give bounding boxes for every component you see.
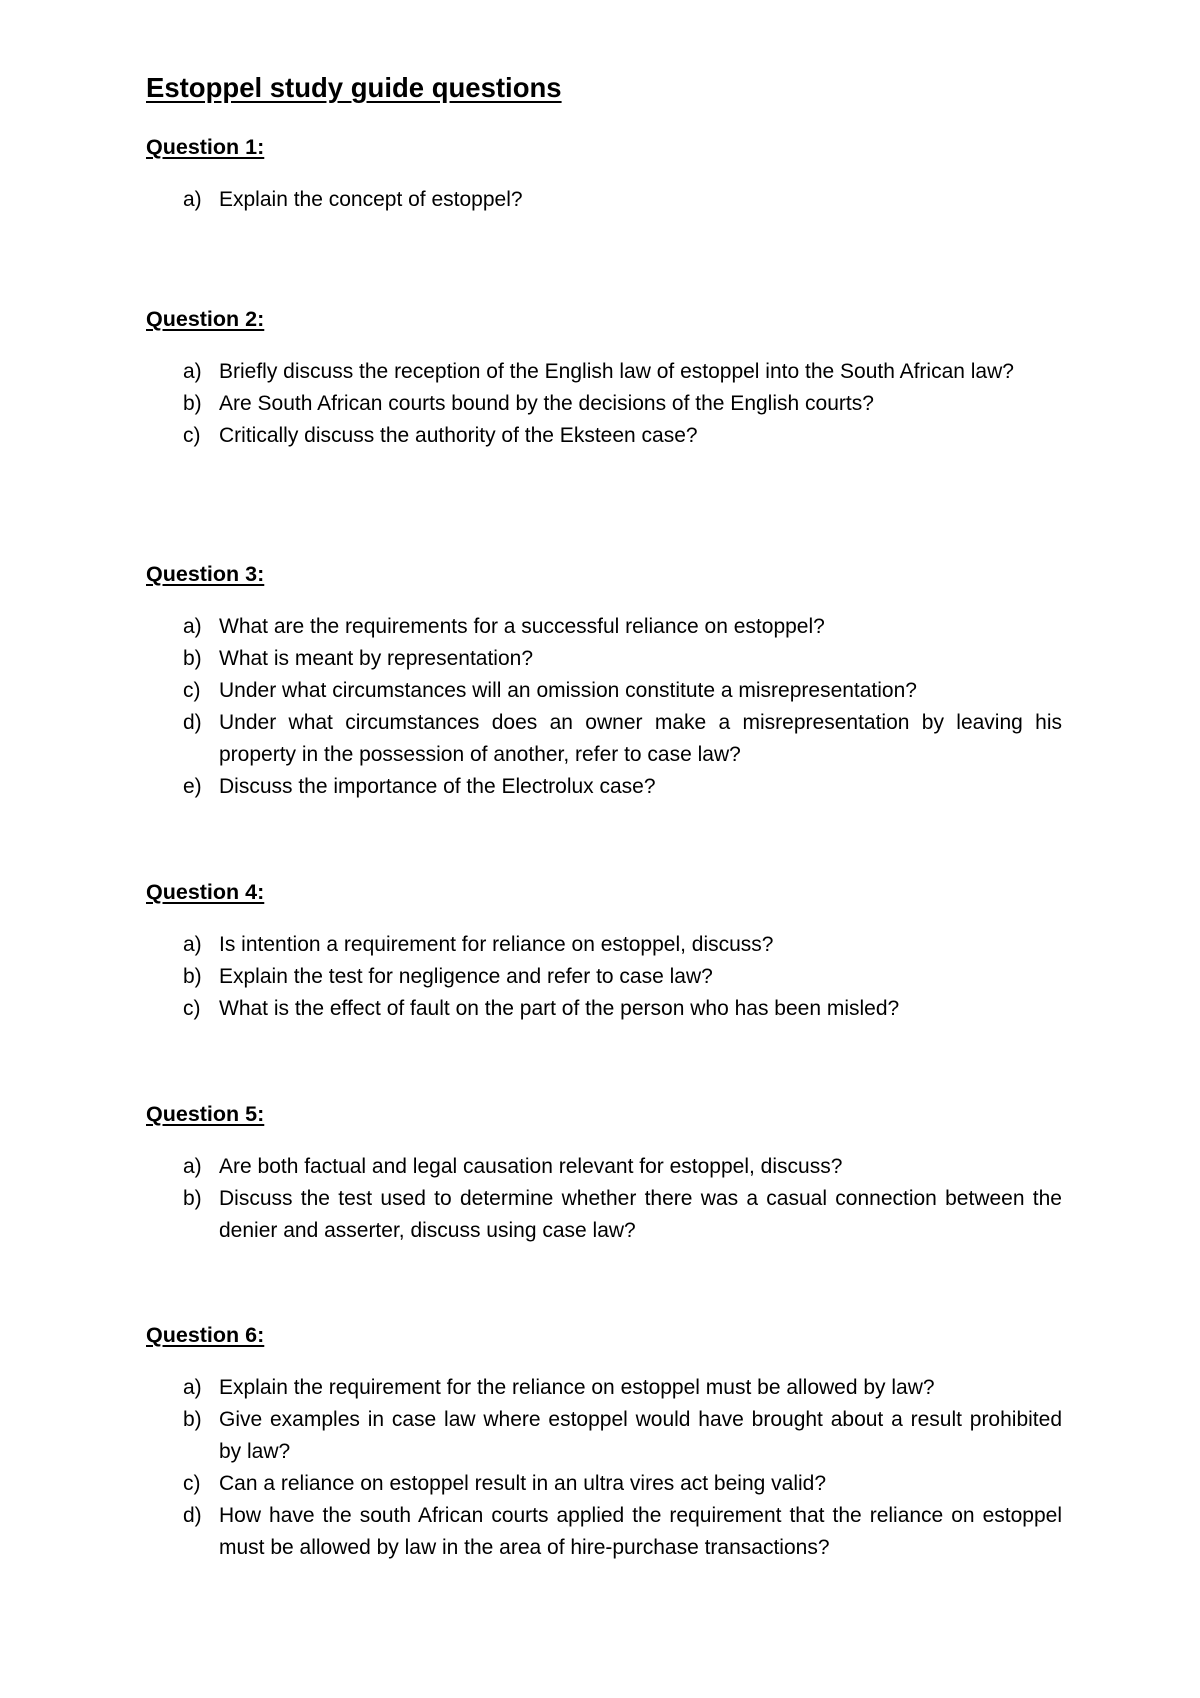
- item-marker: d): [183, 1504, 202, 1527]
- question-items: [146, 1372, 1062, 1564]
- item-marker: c): [183, 424, 201, 447]
- question-heading: Question 6:: [146, 1323, 265, 1347]
- item-marker: d): [183, 711, 202, 734]
- item-text: Explain the concept of estoppel?: [219, 188, 523, 211]
- item-marker: a): [183, 933, 202, 956]
- question-1: [146, 132, 1062, 216]
- question-4: [146, 877, 1062, 1025]
- question-5: [146, 1099, 1062, 1247]
- item-marker: b): [183, 647, 202, 670]
- item-text: Under what circumstances does an owner make a misrepresentation by leaving his property in the possession of another, refer to case law?: [219, 711, 1062, 766]
- question-item: [146, 993, 1062, 1025]
- item-marker: a): [183, 1155, 202, 1178]
- question-item: [146, 1372, 1062, 1404]
- item-text: How have the south African courts applied the requirement that the reliance on estoppel must be allowed by law in the area of hire-purchase transactions?: [219, 1504, 1062, 1559]
- item-text: Discuss the importance of the Electrolux case?: [219, 775, 656, 798]
- question-6: [146, 1320, 1062, 1564]
- question-item: [146, 1468, 1062, 1500]
- question-item: [146, 184, 1062, 216]
- item-text: Explain the requirement for the reliance on estoppel must be allowed by law?: [219, 1376, 935, 1399]
- question-item: [146, 1404, 1062, 1468]
- document-title: Estoppel study guide questions: [146, 72, 562, 103]
- question-items: [146, 611, 1062, 803]
- item-marker: b): [183, 392, 202, 415]
- question-heading: Question 2:: [146, 307, 265, 331]
- question-item: [146, 961, 1062, 993]
- item-marker: a): [183, 188, 202, 211]
- item-text: Critically discuss the authority of the Eksteen case?: [219, 424, 698, 447]
- item-text: Explain the test for negligence and refer to case law?: [219, 965, 713, 988]
- item-marker: b): [183, 1187, 202, 1210]
- question-item: [146, 771, 1062, 803]
- question-heading: Question 1:: [146, 135, 265, 159]
- item-marker: c): [183, 997, 201, 1020]
- item-text: Briefly discuss the reception of the English law of estoppel into the South African law?: [219, 360, 1014, 383]
- question-item: [146, 929, 1062, 961]
- item-marker: a): [183, 1376, 202, 1399]
- item-marker: e): [183, 775, 202, 798]
- question-item: [146, 675, 1062, 707]
- question-item: [146, 707, 1062, 771]
- item-text: What is the effect of fault on the part of the person who has been misled?: [219, 997, 900, 1020]
- question-heading: Question 3:: [146, 562, 265, 586]
- question-items: [146, 929, 1062, 1025]
- item-text: Can a reliance on estoppel result in an ultra vires act being valid?: [219, 1472, 827, 1495]
- item-text: What are the requirements for a successful reliance on estoppel?: [219, 615, 825, 638]
- item-marker: c): [183, 679, 201, 702]
- item-text: What is meant by representation?: [219, 647, 533, 670]
- question-3: [146, 559, 1062, 803]
- item-text: Are both factual and legal causation relevant for estoppel, discuss?: [219, 1155, 843, 1178]
- question-heading: Question 5:: [146, 1102, 265, 1126]
- item-marker: a): [183, 615, 202, 638]
- item-marker: a): [183, 360, 202, 383]
- item-marker: b): [183, 965, 202, 988]
- item-marker: b): [183, 1408, 202, 1431]
- item-text: Under what circumstances will an omission constitute a misrepresentation?: [219, 679, 917, 702]
- question-heading: Question 4:: [146, 880, 265, 904]
- question-item: [146, 356, 1062, 388]
- question-2: [146, 304, 1062, 452]
- question-item: [146, 1500, 1062, 1564]
- item-marker: c): [183, 1472, 201, 1495]
- question-item: [146, 420, 1062, 452]
- item-text: Is intention a requirement for reliance on estoppel, discuss?: [219, 933, 774, 956]
- question-item: [146, 643, 1062, 675]
- question-item: [146, 1151, 1062, 1183]
- item-text: Are South African courts bound by the decisions of the English courts?: [219, 392, 874, 415]
- question-items: [146, 1151, 1062, 1247]
- question-item: [146, 1183, 1062, 1247]
- question-item: [146, 388, 1062, 420]
- question-items: [146, 356, 1062, 452]
- question-item: [146, 611, 1062, 643]
- item-text: Give examples in case law where estoppel would have brought about a result prohibited by law?: [219, 1408, 1062, 1463]
- item-text: Discuss the test used to determine whether there was a casual connection between the denier and asserter, discuss using case law?: [219, 1187, 1062, 1242]
- question-items: [146, 184, 1062, 216]
